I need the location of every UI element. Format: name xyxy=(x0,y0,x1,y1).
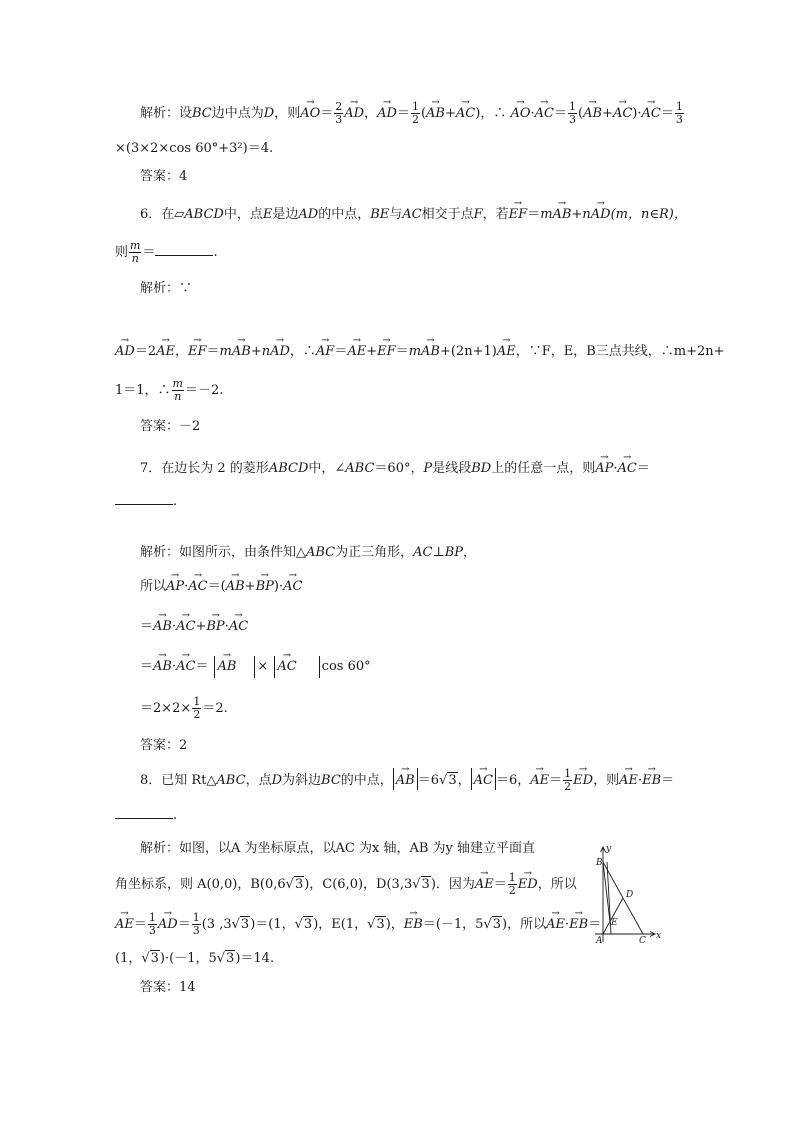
text: + xyxy=(444,106,456,121)
denominator: 3 xyxy=(335,113,343,126)
vector-ED: → ED xyxy=(518,872,538,890)
text: ， xyxy=(457,773,471,788)
answer-blank xyxy=(155,243,213,256)
vector-AE: → AE xyxy=(115,912,134,930)
sqrt: √3 xyxy=(231,917,250,932)
text: )· xyxy=(273,579,284,594)
numerator: 1 xyxy=(192,911,200,924)
text: )，E(1， xyxy=(313,917,368,932)
fraction-1-3 xyxy=(675,101,684,126)
vector-AE: → AE xyxy=(530,768,549,786)
denominator: 3 xyxy=(569,113,577,126)
vector-AC: → AC xyxy=(176,614,195,632)
vector-AE: → AE xyxy=(347,339,366,357)
vector-AP: → AP xyxy=(166,574,184,592)
text: + xyxy=(366,344,378,359)
vector-EF: → EF xyxy=(377,339,396,357)
fraction-1-3 xyxy=(568,101,577,126)
text: ＝2 xyxy=(134,344,157,359)
text: 的中点， xyxy=(340,773,393,788)
text: ，∴ xyxy=(289,344,316,359)
vector-AF: → AF xyxy=(316,339,334,357)
text: 1＝1，∴ xyxy=(115,383,171,398)
numerator: 2 xyxy=(335,100,343,113)
text: ＝2. xyxy=(202,701,228,716)
text: ABCD xyxy=(268,461,309,476)
radicand: 3 xyxy=(294,877,304,892)
fraction-m-n xyxy=(129,240,141,265)
text: ，∴ xyxy=(480,106,507,121)
coordinate-figure xyxy=(583,842,663,946)
vector-AC: → AC xyxy=(535,101,554,119)
fraction-1-3 xyxy=(148,912,157,937)
label-D: D xyxy=(626,890,634,900)
abs-AB xyxy=(393,768,418,790)
vector-AE: → AE xyxy=(497,339,516,357)
text: ＝ xyxy=(493,877,507,892)
text: AC xyxy=(402,207,422,222)
text: ，所以 xyxy=(537,877,577,892)
vector-EB: → EB xyxy=(569,912,588,930)
text: 为斜边 xyxy=(282,773,322,788)
text: 相交于点 xyxy=(421,207,474,222)
denominator: 2 xyxy=(193,708,201,721)
text: ＝60°， xyxy=(374,461,424,476)
text: ＝ xyxy=(554,106,568,121)
numerator: 1 xyxy=(508,871,516,884)
text: ＝ xyxy=(396,106,410,121)
abs-AC xyxy=(471,768,496,790)
vector-AC: → AC xyxy=(283,574,302,592)
fraction-1-2 xyxy=(508,872,517,897)
text: cos 60° xyxy=(321,659,371,674)
q8-question-line-1 xyxy=(140,768,674,793)
text: ＝－2. xyxy=(184,383,224,398)
denominator: 3 xyxy=(675,113,683,126)
text: BE xyxy=(370,207,390,222)
text: ＝6， xyxy=(495,773,531,788)
text: · xyxy=(637,106,642,121)
q7-solution-line-3 xyxy=(140,614,248,636)
q7-solution-line-1 xyxy=(140,544,476,562)
text: ， xyxy=(364,106,378,121)
text: 所以 xyxy=(140,579,167,594)
denominator: 2 xyxy=(564,780,572,793)
label-E: E xyxy=(611,918,618,928)
abs-bar xyxy=(254,656,255,678)
text: 为正三角形， xyxy=(335,545,414,560)
denominator: 3 xyxy=(192,924,200,937)
vector-AC: → AC xyxy=(188,574,207,592)
vector-AB: → AB xyxy=(217,654,236,672)
text: ABC xyxy=(306,545,336,560)
text: ＝ xyxy=(195,659,209,674)
abs-bar xyxy=(319,656,320,678)
q8-solution-line-3 xyxy=(115,912,601,937)
answer-blank xyxy=(115,492,173,505)
text: ，则 xyxy=(593,773,620,788)
p5-solution-line-2: ×(3×2×cos 60°+3²)＝4. xyxy=(115,141,274,156)
vector-AB: → AB xyxy=(426,101,445,119)
text: D xyxy=(271,773,283,788)
q6-solution-line-2 xyxy=(115,378,223,403)
q6-question-line-2 xyxy=(115,240,218,265)
radicand: 3 xyxy=(226,951,235,966)
vector-AB: → AB xyxy=(583,101,602,119)
text: ＝ xyxy=(142,245,156,260)
vector-AE: → AE xyxy=(156,339,175,357)
text: ABC xyxy=(345,461,375,476)
q7-question-line-2 xyxy=(115,492,177,511)
vector-BP: → BP xyxy=(256,574,274,592)
text: )， xyxy=(385,917,404,932)
vector-AP: → AP xyxy=(595,456,613,474)
vector-EB: → EB xyxy=(642,768,661,786)
vector-AB: → AB xyxy=(553,202,572,220)
q6-solution-head: 解析：∵ xyxy=(140,281,193,296)
text: ＝ xyxy=(395,344,409,359)
vector-AD: → AD xyxy=(344,101,364,119)
text: 中，点 xyxy=(223,207,263,222)
vector-AB: → AB xyxy=(153,654,172,672)
sqrt: √3 xyxy=(439,773,457,788)
radicand: 3 xyxy=(421,877,430,892)
text: ，点 xyxy=(245,773,272,788)
text: )．因为 xyxy=(430,877,475,892)
text: · xyxy=(564,917,570,932)
vector-EB: → EB xyxy=(404,912,423,930)
text: m xyxy=(219,344,232,359)
text: 是边 xyxy=(272,207,299,222)
vector-AC: → AC xyxy=(176,654,195,672)
vector-AC: → AC xyxy=(474,768,493,786)
numerator: 1 xyxy=(411,100,419,113)
numerator: 1 xyxy=(569,100,577,113)
text: ABCD xyxy=(184,207,224,222)
text: 边中点为 xyxy=(211,106,264,121)
q8-solution-line-1: 解析：如图，以A 为坐标原点，以AC 为x 轴，AB 为y 轴建立平面直 xyxy=(140,841,536,856)
fraction-1-2 xyxy=(192,696,201,721)
radicand: 3 xyxy=(240,917,250,932)
text: ＝6 xyxy=(417,773,440,788)
text: ＝ xyxy=(320,106,334,121)
text: 解析：设 xyxy=(140,106,193,121)
numerator: m xyxy=(172,377,183,390)
text: + xyxy=(195,619,207,634)
q8-question-line-2 xyxy=(115,806,177,825)
vector-AB: → AB xyxy=(226,574,245,592)
vector-AE: → AE xyxy=(546,912,565,930)
denominator: 3 xyxy=(148,924,156,937)
vector-AB: → AB xyxy=(421,339,440,357)
text: · xyxy=(184,579,189,594)
vector-AO: → AO xyxy=(300,101,320,119)
text: · xyxy=(171,619,177,634)
text: E xyxy=(262,207,273,222)
text: )＝14. xyxy=(235,951,275,966)
text: P xyxy=(423,461,433,476)
vector-AC: → AC xyxy=(618,456,637,474)
text: + xyxy=(250,344,262,359)
radicand: 3 xyxy=(448,773,457,788)
numerator: 1 xyxy=(564,767,572,780)
text: (m，n∈R)， xyxy=(610,207,687,222)
vector-AD: → AD xyxy=(270,339,290,357)
vector-AD: → AD xyxy=(158,912,178,930)
text: )，所以 xyxy=(502,917,547,932)
text: ＝ xyxy=(527,207,541,222)
radicand: 3 xyxy=(492,917,502,932)
q8-solution-line-4 xyxy=(115,950,274,968)
text: ＝ xyxy=(177,917,191,932)
text: . xyxy=(213,245,218,260)
vector-AD: → AD xyxy=(591,202,611,220)
vector-AC: → AC xyxy=(229,614,248,632)
numerator: 1 xyxy=(675,100,683,113)
vector-ED: → ED xyxy=(573,768,593,786)
sqrt: √3 xyxy=(367,917,385,932)
sqrt: √3 xyxy=(216,951,235,966)
text: · xyxy=(530,106,535,121)
text: ＝( xyxy=(207,579,226,594)
denominator: 2 xyxy=(411,113,419,126)
text: 中，∠ xyxy=(308,461,346,476)
radicand: 3 xyxy=(303,917,313,932)
text: D xyxy=(263,106,275,121)
p5-solution-line-1: 解析：设BC边中点为D，则→ AO＝ $\frac{2}{3}$ → AD，→ AD＝ $\frac{1}{2}$ (→ AB+→ AC)，∴ → AO·→ AC＝ $\frac{1}{3}$ (→ AB+→ AC)·→ AC＝ $\frac{1}{3}$ xyxy=(140,101,685,126)
q8-solution-line-2 xyxy=(115,872,577,897)
text: )＝(1， xyxy=(250,917,295,932)
text: · xyxy=(613,461,618,476)
text: · xyxy=(637,773,643,788)
text: +(2n+1) xyxy=(439,344,497,359)
abs-bar xyxy=(274,656,275,678)
vector-BP: → BP xyxy=(206,614,224,632)
text: ＝ xyxy=(661,773,675,788)
label-y: y xyxy=(606,844,612,854)
text: BD xyxy=(471,461,492,476)
sqrt: √3 xyxy=(294,917,313,932)
q6-question-line-1 xyxy=(140,202,687,224)
text: ＝ xyxy=(133,917,147,932)
radicand: 3 xyxy=(150,951,159,966)
numerator: 1 xyxy=(193,695,201,708)
vector-AD: → AD xyxy=(115,339,135,357)
denominator: 2 xyxy=(508,884,516,897)
sqrt: √3 xyxy=(285,877,304,892)
text: + xyxy=(602,106,613,121)
q7-solution-line-2 xyxy=(140,574,302,596)
text: )，C(6,0)，D(3,3 xyxy=(304,877,413,892)
numerator: 1 xyxy=(148,911,156,924)
text: F xyxy=(473,207,483,222)
q7-solution-line-5 xyxy=(140,696,228,721)
fraction-m-n xyxy=(172,378,184,403)
text: )·(－1，5 xyxy=(159,951,217,966)
text: ＝ xyxy=(140,619,154,634)
text: 角坐标系，则 A(0,0)，B(0,6 xyxy=(115,877,286,892)
text: (3 ,3 xyxy=(201,917,232,932)
radicand: 3 xyxy=(376,917,385,932)
q7-solution-line-4 xyxy=(140,654,371,678)
denominator: n xyxy=(174,390,182,403)
text: . xyxy=(173,808,178,823)
vector-AB: → AB xyxy=(153,614,172,632)
text: ＝ xyxy=(334,344,348,359)
text: ， xyxy=(174,344,188,359)
abs-bar xyxy=(214,656,215,678)
text: · xyxy=(171,659,177,674)
q7-question-line-1 xyxy=(140,456,650,478)
text: m xyxy=(540,207,553,222)
text: 与 xyxy=(389,207,403,222)
q6-solution-line-1 xyxy=(115,339,725,361)
text: ＝(－1，5 xyxy=(422,917,484,932)
text: + xyxy=(244,579,256,594)
text: BC xyxy=(321,773,341,788)
vector-EF: → EF xyxy=(188,339,207,357)
text: (1， xyxy=(115,951,142,966)
label-B: B xyxy=(596,858,603,868)
fraction-1-2 xyxy=(411,101,420,126)
text: m xyxy=(408,344,422,359)
label-C: C xyxy=(639,936,646,946)
vector-AE: → AE xyxy=(619,768,638,786)
text: n xyxy=(582,207,591,222)
text: 的中点， xyxy=(318,207,371,222)
label-A: A xyxy=(596,936,603,946)
text: ＝2×2× xyxy=(140,701,192,716)
fraction-1-2 xyxy=(563,768,572,793)
vector-AB: → AB xyxy=(396,768,415,786)
q8-answer: 答案：14 xyxy=(140,980,196,995)
text: AC⊥BP xyxy=(413,545,464,560)
text: ＝ xyxy=(636,461,650,476)
text: ＝ xyxy=(140,659,154,674)
fraction-2-3 xyxy=(334,101,343,126)
text: ，则 xyxy=(274,106,301,121)
sqrt: √3 xyxy=(141,951,159,966)
text: ＝ xyxy=(588,917,602,932)
vector-AC: → AC xyxy=(613,101,632,119)
text: 7．在边长为 2 的菱形 xyxy=(140,461,269,476)
vector-AB: → AB xyxy=(232,339,251,357)
text: ＝ xyxy=(660,106,674,121)
answer-blank xyxy=(115,806,173,819)
text: 则 xyxy=(115,245,129,260)
vector-AC: → AC xyxy=(277,654,296,672)
q7-answer: 答案：2 xyxy=(140,738,188,753)
text: n xyxy=(261,344,271,359)
vector-AD: → AD xyxy=(377,101,397,119)
numerator: m xyxy=(130,239,141,252)
segment-AD xyxy=(603,898,623,934)
text: 解析：如图所示，由条件知△ xyxy=(140,545,306,560)
text: + xyxy=(571,207,583,222)
text: ＝ xyxy=(206,344,220,359)
vector-AC: → AC xyxy=(642,101,661,119)
q6-answer: 答案：－2 xyxy=(140,419,201,434)
sqrt: √3 xyxy=(412,877,430,892)
text: · xyxy=(224,619,229,634)
text: AD xyxy=(298,207,319,222)
vector-AC: → AC xyxy=(456,101,475,119)
text: 6．在▱ xyxy=(140,207,185,222)
text: 上的任意一点，则 xyxy=(491,461,596,476)
text: × xyxy=(257,659,269,674)
text: ，若 xyxy=(482,207,509,222)
vector-AO: → AO xyxy=(510,101,530,119)
text: 8．已知 Rt△ xyxy=(140,773,217,788)
text: ＝ xyxy=(549,773,563,788)
p5-answer: 答案：4 xyxy=(140,169,188,184)
vector-AE: → AE xyxy=(475,872,494,890)
vector-EF: → EF xyxy=(509,202,528,220)
denominator: n xyxy=(131,252,139,265)
text: ， xyxy=(463,545,477,560)
sqrt: √3 xyxy=(483,917,502,932)
text: ABC xyxy=(216,773,246,788)
text: BC xyxy=(192,106,212,121)
fraction-1-3 xyxy=(192,912,201,937)
text: . xyxy=(173,494,178,509)
text: ，∵F，E，B三点共线，∴m+2n+ xyxy=(515,344,725,359)
label-x: x xyxy=(656,931,662,941)
text: 是线段 xyxy=(432,461,472,476)
